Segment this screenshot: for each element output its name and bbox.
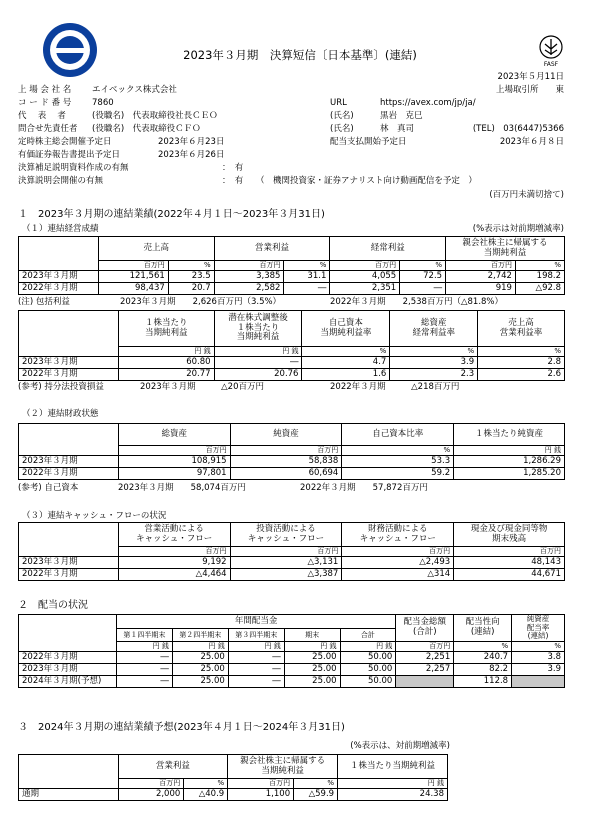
report-date: 2023年５月11日 [497,72,564,82]
col-bps: １株当たり純資産 [454,424,565,446]
pct-note: (%表示は対前期増減率) [472,224,564,234]
company-url: https://avex.com/jp/ja/ [380,98,476,108]
col-roa: 総資産 経常利益率 [390,311,478,347]
section-1-title: １ 2023年３月期の連結業績(2022年４月１日～2023年３月31日) [18,209,325,220]
col-year-end: 期末 [284,629,340,641]
securities-report-row: 有価証券報告書提出予定日 2023年６月26日 [18,150,225,160]
col-cash-end: 現金及び現金同等物 期末残高 [454,523,565,547]
dividend-payment-date: 2023年６月８日 [499,137,564,147]
page-title: 2023年３月期 決算短信〔日本基準〕(連結) [183,48,417,62]
svg-text:FASF: FASF [543,61,559,68]
col-dividend-total: 配当金総額 (合計) [396,615,454,642]
col-forecast-operating-income: 営業利益 [118,755,228,779]
contact-row: 問合せ先責任者 (役職名) 代表取締役ＣＦＯ [18,124,201,134]
dividend-title: ２ 配当の状況 [18,600,88,611]
code-row: コ ー ド 番 号 7860 [18,98,114,108]
col-financing-cf: 財務活動による キャッシュ・フロー [342,523,454,547]
col-q2: 第２四半期末 [172,629,228,641]
col-q1: 第１四半期末 [116,629,172,641]
forecast-table: 営業利益 親会社株主に帰属する 当期純利益 １株当たり当期純利益 百万円 % 百万円 % 円 銭 通期 2,000 △40.9 1,100 △59.9 24.38 [18,754,448,801]
table-row: 2022年３月期 ― 25.00 ― 25.00 50.00 2,251 240.7 3.8 [19,651,565,663]
col-net-income: 親会社株主に帰属する 当期純利益 [446,237,565,261]
col-eps: １株当たり 当期純利益 [118,311,214,347]
forecast-pct-note: (%表示は、対前期増減率) [350,741,450,751]
col-forecast-eps: １株当たり当期純利益 [338,755,448,779]
cash-flow-title: （３）連結キャッシュ・フローの状況 [22,511,167,521]
table-row: 2023年３月期 60.80 ― 4.7 3.9 2.8 [19,357,565,369]
col-diluted-eps: 潜在株式調整後 １株当たり 当期純利益 [214,311,302,347]
supplementary-materials-row: 決算補足説明資料作成の有無 ： 有 [18,163,244,173]
listing-exchange: 上場取引所 東 [495,85,564,95]
col-operating-cf: 営業活動による キャッシュ・フロー [118,523,230,547]
col-q3: 第３四半期末 [228,629,284,641]
table-row: 2022年３月期 97,801 60,694 59.2 1,285.20 [19,468,565,480]
cash-flow-table: 営業活動による キャッシュ・フロー 投資活動による キャッシュ・フロー 財務活動による キャッシュ・フロー 現金及び現金同等物 期末残高 百万円 百万円 百万円 百万円 2023年３月期 9,192 △3,131 △2,493 48,143 2022年３月期 △4,464 △3,387 △314 44,671 [18,522,565,581]
financial-position-table: 総資産 純資産 自己資本比率 １株当たり純資産 百万円 百万円 % 円 銭 2023年３月期 108,915 58,838 53.3 1,286.29 2022年３月期 97,801 60,694 59.2 1,285.20 [18,423,565,480]
col-operating-margin: 売上高 営業利益率 [478,311,565,347]
dividend-table: 年間配当金 配当金総額 (合計) 配当性向 (連結) 純資産 配当率 (連結) 第１四半期末 第２四半期末 第３四半期末 期末 合計 円 銭 円 銭 円 銭 円 銭 円 銭 百万円 % % 2022年３月期 ― 25.00 ― 25.00 50.00 2,251 240.7 3.8 2023年３月期 ― 25.00 ― 25.00 50.00 2,257 82.2 3.9 2024年３月期(予想) ― 25.00 ― 25.00 50.00 112.8 [18,614,565,688]
company-name-row: 上 場 会 社 名 エイベックス株式会社 [18,85,177,95]
col-net-assets: 純資産 [230,424,342,446]
representative-row: 代 表 者 (役職名) 代表取締役社長ＣＥＯ [18,111,218,121]
table-row: 2023年３月期 108,915 58,838 53.3 1,286.29 [19,456,565,468]
operating-results-table: 売上高 営業利益 経常利益 親会社株主に帰属する 当期純利益 百万円 % 百万円 % 百万円 % 百万円 % 2023年３月期 121,561 23.5 3,385 31.1 4,055 72.5 2,742 198.2 2022年３月期 98,437 20.7 2,582 ― 2,351 ― 919 △92.8 [18,236,565,295]
per-share-table: １株当たり 当期純利益 潜在株式調整後 １株当たり 当期純利益 自己資本 当期純利益率 総資産 経常利益率 売上高 営業利益率 円 銭 円 銭 % % % 2023年３月期 60.80 ― 4.7 3.9 2.8 2022年３月期 20.77 20.76 1.6 2.3 2.6 [18,310,565,381]
table-row: 2022年３月期 △4,464 △3,387 △314 44,671 [19,569,565,581]
col-ordinary-income: 経常利益 [330,237,446,261]
col-total: 合計 [340,629,396,641]
col-dividend-on-equity: 純資産 配当率 (連結) [512,615,565,642]
agm-date-row: 定時株主総会開催予定日 2023年６月23日 [18,137,225,147]
million-note: (百万円未満切捨て) [489,190,564,200]
col-sales: 売上高 [98,237,214,261]
table-row: 2024年３月期(予想) ― 25.00 ― 25.00 50.00 112.8 [19,675,565,687]
table-row: 通期 2,000 △40.9 1,100 △59.9 24.38 [19,789,448,801]
table-row: 2022年３月期 98,437 20.7 2,582 ― 2,351 ― 919 △92.8 [19,283,565,295]
comprehensive-income-note: (注) 包括利益 2023年３月期 2,626百万円（3.5%） 2022年３月期 2,538百万円（△81.8%） [18,297,504,307]
own-capital-note: (参考) 自己資本 2023年３月期 58,074百万円 2022年３月期 57,872百万円 [18,483,428,493]
col-operating-income: 営業利益 [214,237,330,261]
col-total-assets: 総資産 [118,424,230,446]
table-row: 2023年３月期 ― 25.00 ― 25.00 50.00 2,257 82.2 3.9 [19,663,565,675]
col-roe: 自己資本 当期純利益率 [302,311,390,347]
col-annual-dividend: 年間配当金 [116,615,395,629]
document-page: FASF 2023年３月期 決算短信〔日本基準〕(連結) 2023年５月11日 上場取引所 東 上 場 会 社 名 エイベックス株式会社 コ ー ド 番 号 7860 URL https://avex.com/jp/ja/ 代 表 者 (役職名) 代表取締役社長ＣＥＯ (氏名) 黒岩 克巳 問合せ先責任者 (役職名) 代表取締役ＣＦＯ (氏名) 林 真司 (TEL) 03(6447)5366 定時株主総会開催予定日 2023年６月23日 配当支払開始予定日 2023年６月８日 有価証券報告書提出予定日 2023年６月26日 決算補足説明資料作成の有無 ： 有 決算説明会開催の有無 ： 有 （ 機関投資家・証券アナリスト向け動画配信を予定 ） (百万円未満切捨て) １ 2023年３月期の連結業績(2022年４月１日～2023年３月31日) （１）連結経営成績 (%表示は対前期増減率) 売上高 営業利益 経常利益 親会社株主に帰属する 当期純利益 百万円 % 百万円 % 百万円 % 百万円 % 2023年３月期 121,561 23.5 3,385 31.1 4,055 72.5 2,742 198.2 2022年３月期 98,437 20.7 2,582 ― 2,351 ― 919 △92.8 (注) 包括利益 2023年３月期 2,626百万円（3.5%） 2022年３月期 2,538百万円（△81.8%） １株当たり 当期純利益 潜在株式調整後 １株当たり 当期純利益 自己資本 当期純利益率 総資産 経常利益率 売上高 営業利益率 円 銭 円 銭 % % % 2023年３月期 60.80 ― 4.7 3.9 2.8 2022年３月期 20.77 20.76 1.6 2.3 2.6 (参考) 持分法投資損益 2023年３月期 △20百万円 2022年３月期 △218百万円 （２）連結財政状態 総資産 純資産 自己資本比率 １株当たり純資産 百万円 百万円 % 円 銭 2023年３月期 108,915 58,838 53.3 1,286.29 2022年３月期 97,801 60,694 59.2 1,285.20 (参考) 自己資本 2023年３月期 58,074百万円 2022年３月期 57,872百万円 （３）連結キャッシュ・フローの状況 営業活動による キャッシュ・フロー 投資活動による キャッシュ・フロー 財務活動による キャッシュ・フロー 現金及び現金同等物 期末残高 百万円 百万円 百万円 百万円 2023年３月期 9,192 △3,131 △2,493 48,143 2022年３月期 △4,464 △3,387 △314 44,671 ２ 配当の状況 年間配当金 配当金総額 (合計) 配当性向 (連結) 純資産 配当率 (連結) 第１四半期末 第２四半期末 第３四半期末 期末 合計 円 銭 円 銭 円 銭 円 銭 円 銭 百万円 % % 2022年３月期 ― 25.00 ― 25.00 50.00 2,251 240.7 3.8 2023年３月期 ― 25.00 ― 25.00 50.00 2,257 82.2 3.9 2024年３月期(予想) ― 25.00 ― 25.00 50.00 112.8 ３ 2024年３月期の連結業績予想(2023年４月１日～2024年３月31日) (%表示は、対前期増減率) 営業利益 親会社株主に帰属する 当期純利益 １株当たり当期純利益 百万円 % 百万円 % 円 銭 通期 2,000 △40.9 1,100 △59.9 24.38 [0,0,600,823]
col-forecast-net-income: 親会社株主に帰属する 当期純利益 [228,755,338,779]
table-row: 2022年３月期 20.77 20.76 1.6 2.3 2.6 [19,369,565,381]
financial-position-title: （２）連結財政状態 [22,409,99,419]
table-row: 2023年３月期 9,192 △3,131 △2,493 48,143 [19,557,565,569]
table-row: 2023年３月期 121,561 23.5 3,385 31.1 4,055 72.5 2,742 198.2 [19,271,565,283]
forecast-title: ３ 2024年３月期の連結業績予想(2023年４月１日～2024年３月31日) [18,722,345,733]
equity-method-note: (参考) 持分法投資損益 2023年３月期 △20百万円 2022年３月期 △218百万円 [18,382,460,392]
briefing-row: 決算説明会開催の有無 ： 有 （ 機関投資家・証券アナリスト向け動画配信を予定 ） [18,176,477,186]
col-investing-cf: 投資活動による キャッシュ・フロー [230,523,342,547]
col-payout-ratio: 配当性向 (連結) [454,615,512,642]
section-1-sub: （１）連結経営成績 [22,224,99,234]
contact-tel: (TEL) 03(6447)5366 [472,124,564,134]
col-equity-ratio: 自己資本比率 [342,424,454,446]
